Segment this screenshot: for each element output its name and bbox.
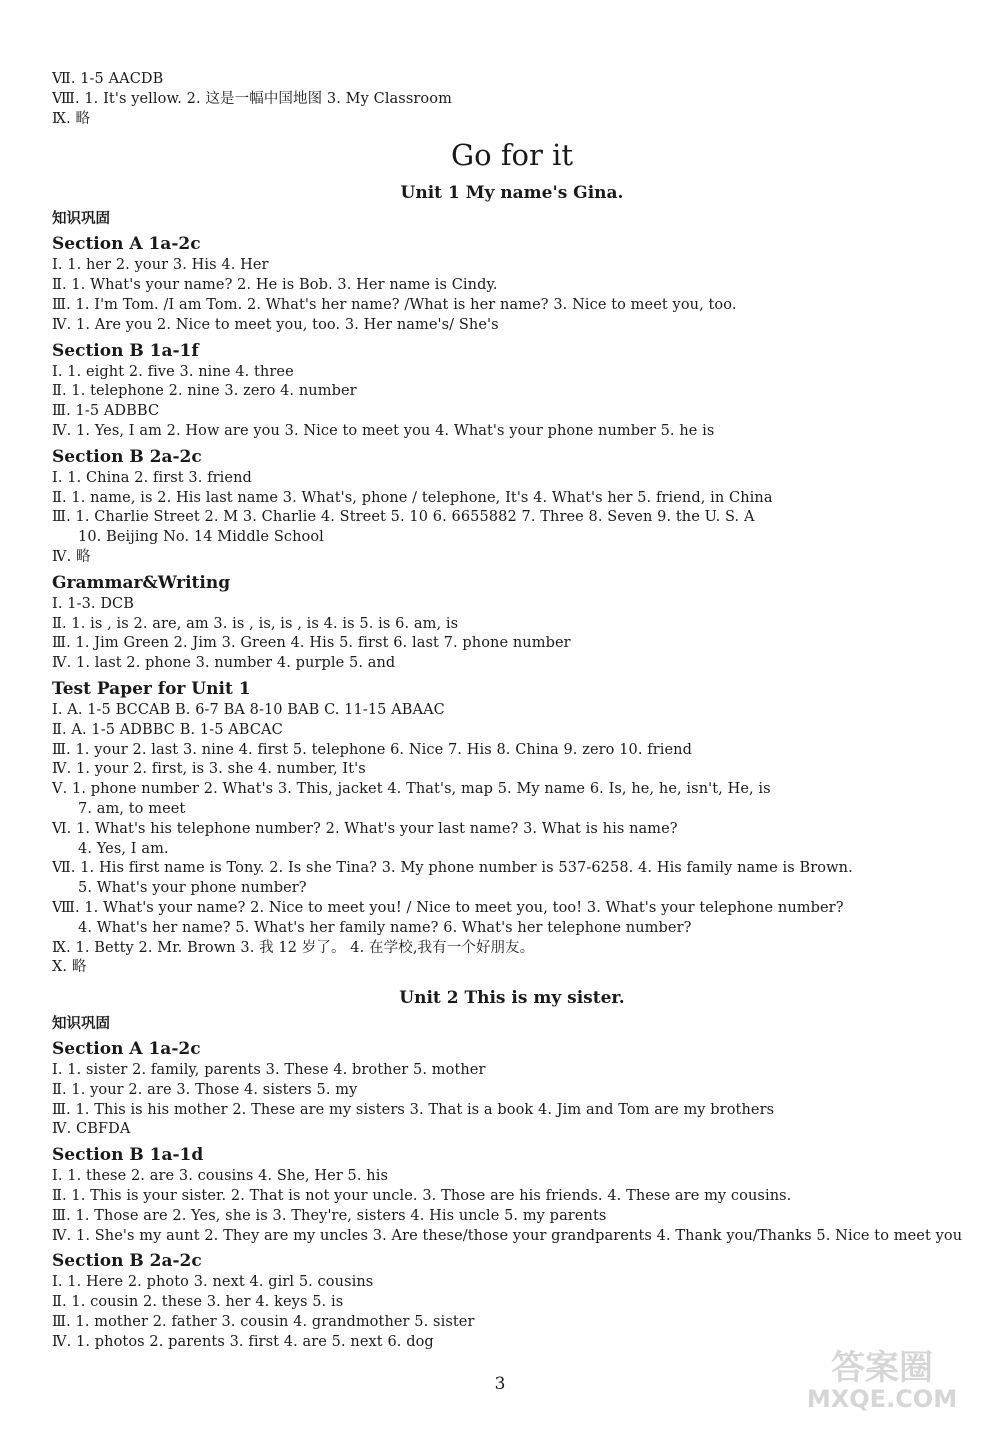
answer-line: Ⅲ. 1. your 2. last 3. nine 4. first 5. telephone 6. Nice 7. His 8. China 9. zero 10. friend — [52, 741, 693, 758]
answer-line: Ⅰ. 1. these 2. are 3. cousins 4. She, Her 5. his — [52, 1168, 389, 1185]
answer-line: Ⅳ. CBFDA — [52, 1121, 131, 1138]
answer-line: Ⅲ. 1. Charlie Street 2. M 3. Charlie 4. Street 5. 10 6. 6655882 7. Three 8. Seven 9. the U. S. A — [52, 509, 755, 526]
answer-line: Ⅱ. A. 1-5 ADBBC B. 1-5 ABCAC — [52, 721, 283, 738]
watermark-top-text: 答案圈 — [831, 1348, 933, 1388]
answer-line: Ⅱ. 1. cousin 2. these 3. her 4. keys 5. is — [52, 1294, 344, 1311]
previous-answers — [52, 70, 952, 129]
answer-line: Ⅰ. A. 1-5 BCCAB B. 6-7 BA 8-10 BAB C. 11-15 ABAAC — [52, 701, 445, 718]
answer-line: Ⅳ. 1. your 2. first, is 3. she 4. number, It's — [52, 761, 366, 778]
answer-line: Ⅱ. 1. This is your sister. 2. That is not your uncle. 3. Those are his friends. 4. These are my cousins. — [52, 1188, 792, 1205]
answer-page — [52, 70, 963, 1353]
answer-line: Ⅷ. 1. It's yellow. 2. 这是一幅中国地图 3. My Classroom — [52, 90, 452, 107]
answer-line: Ⅲ. 1. I'm Tom. /I am Tom. 2. What's her name? /What is her name? 3. Nice to meet you, too. — [52, 296, 737, 313]
answer-line: Ⅰ. 1. China 2. first 3. friend — [52, 469, 252, 486]
answer-line: Ⅱ. 1. telephone 2. nine 3. zero 4. number — [52, 383, 357, 400]
answer-line: Ⅶ. 1. His first name is Tony. 2. Is she Tina? 3. My phone number is 537-6258. 4. His family name is Brown. — [52, 860, 853, 877]
page-number: 3 — [494, 1374, 506, 1394]
unit-2-title: Unit 2 This is my sister. — [399, 988, 625, 1009]
answer-line: Ⅲ. 1. mother 2. father 3. cousin 4. grandmother 5. sister — [52, 1314, 475, 1331]
answer-line: Ⅰ. 1. her 2. your 3. His 4. Her — [52, 257, 269, 274]
consolidate-label: 知识巩固 — [52, 211, 110, 228]
answer-line-continued: 4. Yes, I am. — [78, 840, 169, 857]
answer-line: Ⅴ. 1. phone number 2. What's 3. This, jacket 4. That's, map 5. My name 6. Is, he, he, isn't, He, is — [52, 781, 771, 798]
answer-line: Ⅳ. 1. She's my aunt 2. They are my uncles 3. Are these/those your grandparents 4. Thank you/Thanks 5. Nice to meet you — [52, 1227, 963, 1244]
answer-line: Ⅱ. 1. is , is 2. are, am 3. is , is, is , is 4. is 5. is 6. am, is — [52, 615, 459, 632]
book-title: Go for it — [450, 138, 574, 173]
unit2-section-b1-heading: Section B 1a-1d — [52, 1145, 204, 1166]
answer-line: Ⅱ. 1. your 2. are 3. Those 4. sisters 5. my — [52, 1081, 358, 1098]
answer-line-continued: 10. Beijing No. 14 Middle School — [78, 529, 324, 546]
answer-line: Ⅸ. 1. Betty 2. Mr. Brown 3. 我 12 岁了。 4. 在学校,我有一个好朋友。 — [52, 939, 535, 956]
answer-line-continued: 4. What's her name? 5. What's her family name? 6. What's her telephone number? — [78, 919, 692, 936]
answer-line: Ⅱ. 1. What's your name? 2. He is Bob. 3. Her name is Cindy. — [52, 277, 498, 294]
answer-line-continued: 7. am, to meet — [78, 800, 186, 817]
unit2-section-a-heading: Section A 1a-2c — [52, 1039, 201, 1060]
answer-line: Ⅰ. 1. eight 2. five 3. nine 4. three — [52, 363, 294, 380]
answer-line: Ⅳ. 1. last 2. phone 3. number 4. purple 5. and — [52, 655, 396, 672]
unit1-grammar-heading: Grammar&Writing — [52, 572, 231, 593]
answer-line: Ⅲ. 1-5 ADBBC — [52, 403, 160, 420]
answer-line: Ⅵ. 1. What's his telephone number? 2. What's your last name? 3. What is his name? — [52, 820, 678, 837]
answer-line: Ⅸ. 略 — [52, 110, 91, 127]
answer-line: Ⅲ. 1. This is his mother 2. These are my sisters 3. That is a book 4. Jim and Tom are my brothers — [52, 1101, 775, 1118]
answer-line: Ⅰ. 1-3. DCB — [52, 595, 134, 612]
answer-line: Ⅰ. 1. Here 2. photo 3. next 4. girl 5. cousins — [52, 1274, 374, 1291]
watermark-bottom-text: MXQE.COM — [806, 1385, 958, 1413]
watermark-logo — [782, 1343, 982, 1413]
unit1-section-a-heading: Section A 1a-2c — [52, 234, 201, 255]
answer-line: Ⅱ. 1. name, is 2. His last name 3. What's, phone / telephone, It's 4. What's her 5. friend, in China — [52, 489, 773, 506]
unit1-section-b2-heading: Section B 2a-2c — [52, 446, 202, 467]
answer-line: Ⅳ. 1. Yes, I am 2. How are you 3. Nice to meet you 4. What's your phone number 5. he is — [52, 422, 715, 439]
answer-line: Ⅳ. 1. photos 2. parents 3. first 4. are 5. next 6. dog — [52, 1333, 434, 1350]
answer-line: Ⅰ. 1. sister 2. family, parents 3. These 4. brother 5. mother — [52, 1062, 486, 1079]
unit2-section-b2-heading: Section B 2a-2c — [52, 1251, 202, 1272]
consolidate-label: 知识巩固 — [52, 1016, 110, 1033]
answer-line: Ⅶ. 1-5 AACDB — [52, 71, 164, 87]
answer-line: Ⅹ. 略 — [52, 959, 87, 976]
answer-line: Ⅷ. 1. What's your name? 2. Nice to meet you! / Nice to meet you, too! 3. What's your telephone number? — [52, 899, 844, 916]
answer-line: Ⅳ. 1. Are you 2. Nice to meet you, too. 3. Her name's/ She's — [52, 316, 499, 333]
answer-line: Ⅲ. 1. Those are 2. Yes, she is 3. They're, sisters 4. His uncle 5. my parents — [52, 1207, 607, 1224]
unit1-section-b1-heading: Section B 1a-1f — [52, 340, 199, 361]
answer-line: Ⅳ. 略 — [52, 548, 91, 565]
unit-1-title: Unit 1 My name's Gina. — [400, 183, 624, 204]
unit1-test-paper-heading: Test Paper for Unit 1 — [52, 678, 251, 699]
answer-line-continued: 5. What's your phone number? — [78, 880, 307, 897]
answer-line: Ⅲ. 1. Jim Green 2. Jim 3. Green 4. His 5. first 6. last 7. phone number — [52, 635, 571, 652]
